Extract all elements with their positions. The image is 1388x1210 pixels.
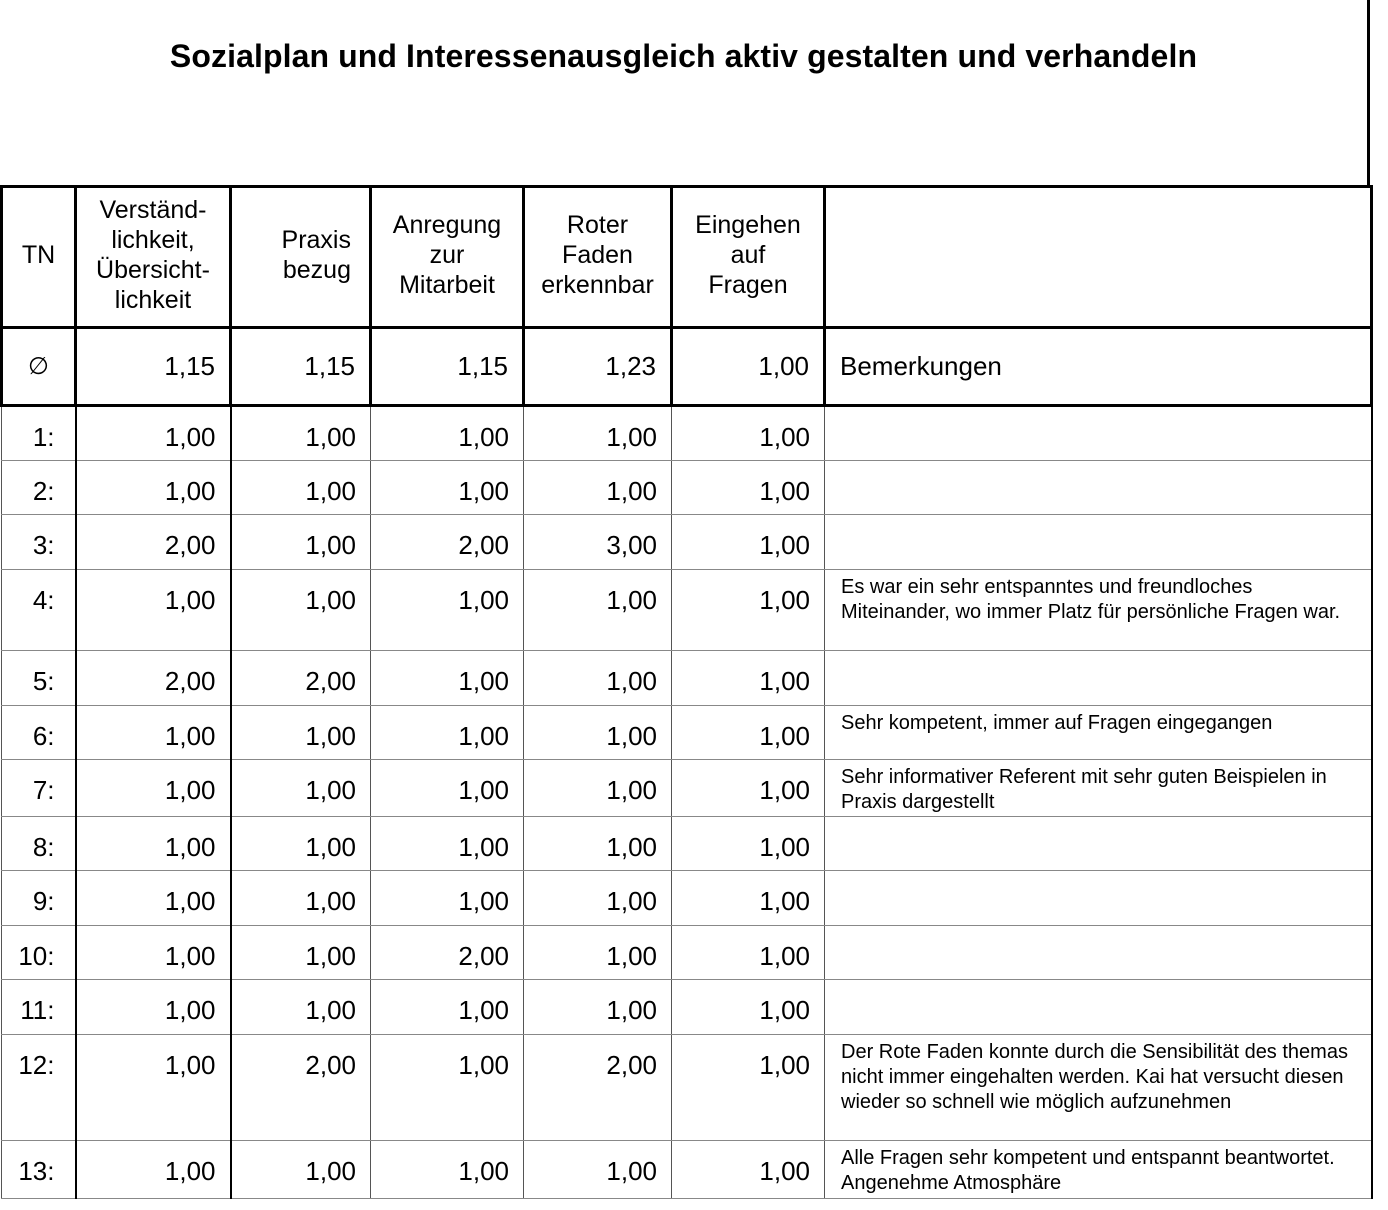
participant-number: 5: [2,650,76,705]
remark-cell [825,650,1372,705]
rating-value: 1,00 [371,460,524,514]
rating-value: 1,00 [672,514,825,569]
participant-number: 11: [2,979,76,1034]
rating-value: 1,00 [672,979,825,1034]
rating-value: 1,00 [231,705,371,759]
rating-value: 1,00 [231,460,371,514]
rating-value: 1,00 [371,759,524,816]
average-symbol: ∅ [2,327,76,405]
header-eingehen: Eingehen auf Fragen [672,185,825,327]
rating-value: 1,00 [231,405,371,460]
rating-value: 1,00 [76,460,231,514]
rating-value: 1,00 [672,759,825,816]
header-praxisbezug: Praxis bezug [231,185,371,327]
rating-value: 1,00 [231,870,371,925]
average-value: 1,15 [76,327,231,405]
table-row [2,1034,1372,1140]
rating-value: 1,00 [76,405,231,460]
table-row [2,870,1372,925]
rating-value: 1,00 [672,816,825,870]
rating-value: 1,00 [371,979,524,1034]
participant-number: 4: [2,569,76,650]
remark-cell [825,870,1372,925]
rating-value: 1,00 [231,514,371,569]
participant-number: 2: [2,460,76,514]
rating-value: 1,00 [371,870,524,925]
average-value: 1,23 [524,327,672,405]
rating-value: 3,00 [524,514,672,569]
rating-value: 1,00 [524,705,672,759]
rating-value: 1,00 [672,460,825,514]
header-remarks-blank [825,185,1372,327]
table-row [2,650,1372,705]
table-row [2,460,1372,514]
rating-value: 1,00 [76,569,231,650]
rating-value: 2,00 [76,650,231,705]
table-row [2,816,1372,870]
rating-value: 1,00 [231,816,371,870]
remark-cell: Es war ein sehr entspanntes und freundloches Miteinander, wo immer Platz für persönliche Fragen war. [825,569,1372,650]
participant-number: 13: [2,1140,76,1198]
rating-value: 1,00 [371,816,524,870]
evaluation-table [0,185,1373,1199]
remark-cell: Der Rote Faden konnte durch die Sensibilität des themas nicht immer eingehalten werden. Kai hat versucht diesen wieder so schnell wie möglich aufzunehmen [825,1034,1372,1140]
rating-value: 1,00 [524,925,672,979]
document-title: Sozialplan und Interessenausgleich aktiv gestalten und verhandeln [169,38,1198,74]
rating-value: 1,00 [672,405,825,460]
remark-cell [825,460,1372,514]
participant-number: 7: [2,759,76,816]
rating-value: 1,00 [672,1140,825,1198]
rating-value: 1,00 [672,705,825,759]
rating-value: 1,00 [371,1140,524,1198]
rating-value: 1,00 [231,925,371,979]
average-row [2,327,1372,405]
rating-value: 1,00 [524,759,672,816]
rating-value: 2,00 [371,925,524,979]
rating-value: 1,00 [371,650,524,705]
table-row [2,705,1372,759]
rating-value: 2,00 [231,650,371,705]
rating-value: 1,00 [371,705,524,759]
table-row [2,514,1372,569]
rating-value: 1,00 [76,925,231,979]
remark-cell [825,925,1372,979]
rating-value: 2,00 [76,514,231,569]
table-row [2,405,1372,460]
rating-value: 1,00 [524,460,672,514]
rating-value: 1,00 [231,979,371,1034]
rating-value: 1,00 [76,979,231,1034]
participant-number: 6: [2,705,76,759]
rating-value: 1,00 [524,870,672,925]
remark-cell: Sehr informativer Referent mit sehr guten Beispielen in Praxis dargestellt [825,759,1372,816]
participant-number: 9: [2,870,76,925]
remarks-label: Bemerkungen [825,327,1372,405]
average-value: 1,15 [371,327,524,405]
rating-value: 1,00 [672,569,825,650]
remark-cell: Alle Fragen sehr kompetent und entspannt beantwortet. Angenehme Atmosphäre [825,1140,1372,1198]
rating-value: 1,00 [672,650,825,705]
rating-value: 1,00 [524,650,672,705]
participant-number: 3: [2,514,76,569]
rating-value: 1,00 [371,1034,524,1140]
rating-value: 1,00 [76,759,231,816]
rating-value: 1,00 [524,816,672,870]
participant-number: 8: [2,816,76,870]
header-verstaendlichkeit: Verständ- lichkeit, Übersicht- lichkeit [76,185,231,327]
remark-cell [825,514,1372,569]
remark-cell [825,405,1372,460]
rating-value: 1,00 [231,1140,371,1198]
remark-cell [825,979,1372,1034]
title-box [0,0,1370,188]
header-roter-faden: Roter Faden erkennbar [524,185,672,327]
participant-number: 10: [2,925,76,979]
rating-value: 2,00 [231,1034,371,1140]
table-row [2,925,1372,979]
rating-value: 1,00 [672,925,825,979]
rating-value: 1,00 [524,1140,672,1198]
rating-value: 2,00 [371,514,524,569]
header-anregung: Anregung zur Mitarbeit [371,185,524,327]
rating-value: 1,00 [371,405,524,460]
remark-cell [825,816,1372,870]
rating-value: 1,00 [76,705,231,759]
rating-value: 1,00 [672,870,825,925]
participant-number: 12: [2,1034,76,1140]
table-row [2,569,1372,650]
table-row [2,979,1372,1034]
table-row [2,759,1372,816]
rating-value: 1,00 [76,870,231,925]
rating-value: 2,00 [524,1034,672,1140]
participant-number: 1: [2,405,76,460]
average-value: 1,00 [672,327,825,405]
rating-value: 1,00 [524,405,672,460]
rating-value: 1,00 [76,1140,231,1198]
remark-cell: Sehr kompetent, immer auf Fragen eingegangen [825,705,1372,759]
rating-value: 1,00 [524,979,672,1034]
rating-value: 1,00 [231,759,371,816]
rating-value: 1,00 [524,569,672,650]
header-tn: TN [2,185,76,327]
rating-value: 1,00 [76,1034,231,1140]
rating-value: 1,00 [371,569,524,650]
rating-value: 1,00 [231,569,371,650]
rating-value: 1,00 [76,816,231,870]
average-value: 1,15 [231,327,371,405]
table-row [2,1140,1372,1198]
rating-value: 1,00 [672,1034,825,1140]
header-row [2,185,1372,327]
